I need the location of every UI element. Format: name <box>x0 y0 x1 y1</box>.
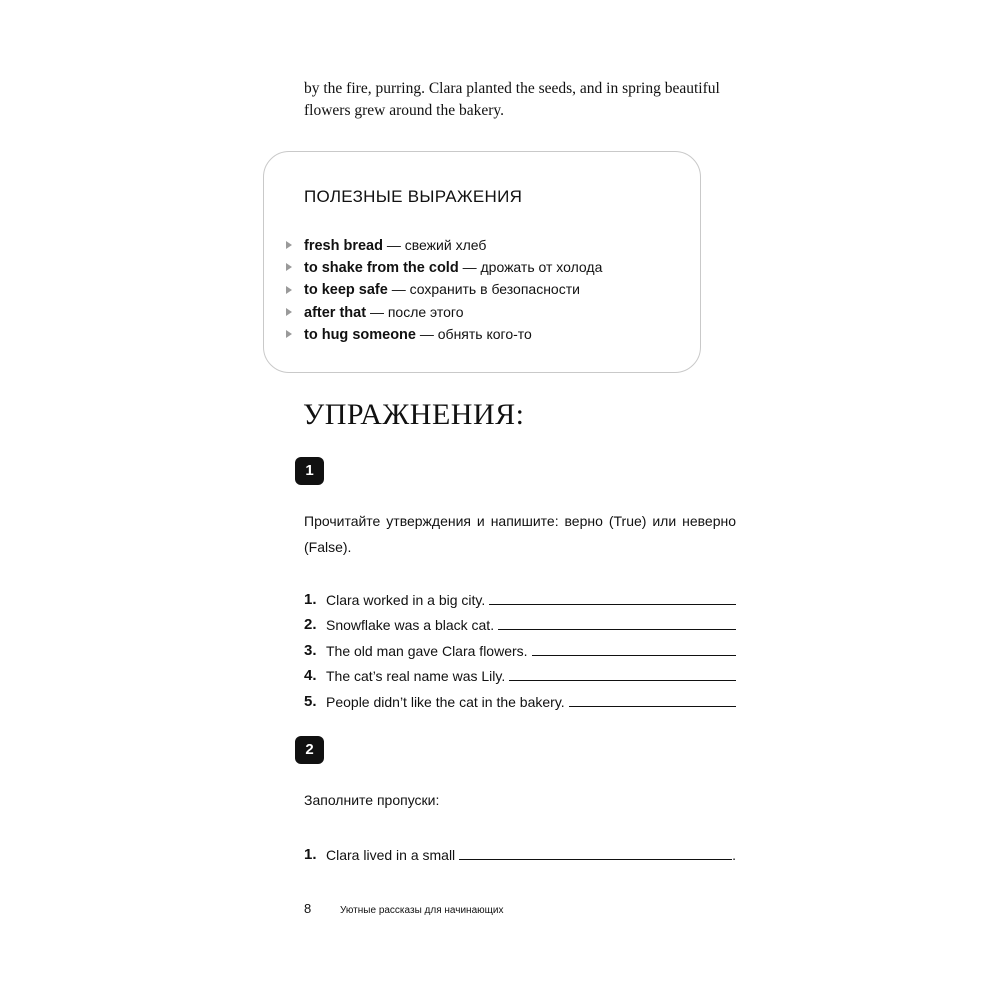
exercises-heading: УПРАЖНЕНИЯ: <box>303 398 525 431</box>
phrase-term: to hug someone <box>304 326 416 343</box>
phrase-translation: — после этого <box>369 303 464 320</box>
phrase-term: fresh bread <box>304 238 383 254</box>
page-number: 8 <box>304 901 312 916</box>
phrase-translation: — дрожать от холода <box>462 259 603 276</box>
useful-phrases-list <box>286 234 602 345</box>
triangle-bullet-icon <box>286 308 292 316</box>
answer-blank-line[interactable] <box>459 859 732 860</box>
phrase-item <box>286 234 602 256</box>
item-number: 2. <box>304 616 317 633</box>
triangle-bullet-icon <box>286 241 292 249</box>
answer-blank-line[interactable] <box>509 680 736 681</box>
exercise-1-item <box>304 582 736 608</box>
answer-blank-line[interactable] <box>532 655 736 656</box>
phrase-item <box>286 256 602 278</box>
sentence-end-period: . <box>732 846 736 863</box>
item-number: 5. <box>304 692 317 710</box>
item-number: 3. <box>304 641 317 659</box>
item-statement: Clara worked in a big city. <box>326 591 486 608</box>
intro-paragraph: by the fire, purring. Clara planted the seeds, and in spring beautiful flowers grew around the bakery. <box>304 80 720 119</box>
exercise-1-number-badge: 1 <box>295 457 324 485</box>
exercise-2-item <box>304 837 736 863</box>
exercise-1-list <box>304 582 736 710</box>
book-title: Уютные рассказы для начинающих <box>340 905 504 916</box>
item-number: 4. <box>304 667 317 684</box>
exercise-2-instruction: Заполните пропуски: <box>304 792 440 808</box>
item-statement: Snowflake was a black cat. <box>326 617 495 633</box>
item-statement: The cat’s real name was Lily. <box>326 668 506 684</box>
phrase-term: to shake from the cold <box>304 260 459 277</box>
item-statement: The old man gave Clara flowers. <box>326 642 528 659</box>
exercise-2-list <box>304 837 736 863</box>
item-statement: People didn’t like the cat in the bakery. <box>326 693 565 710</box>
item-statement: Clara lived in a small <box>326 846 456 863</box>
phrase-item <box>286 323 602 345</box>
phrase-translation: — сохранить в безопасности <box>391 281 580 298</box>
exercise-1-item <box>304 633 736 659</box>
phrase-translation: — обнять кого-то <box>419 325 532 342</box>
exercise-1-item <box>304 684 736 710</box>
phrase-item <box>286 301 602 323</box>
exercise-1-item <box>304 659 736 685</box>
phrase-term: after that <box>304 304 367 321</box>
phrase-translation: — свежий хлеб <box>386 237 487 253</box>
page-footer <box>304 901 503 916</box>
exercise-1-item <box>304 608 736 634</box>
answer-blank-line[interactable] <box>489 604 736 605</box>
answer-blank-line[interactable] <box>569 706 736 707</box>
item-number: 1. <box>304 845 317 863</box>
exercise-1-instruction: Прочитайте утверждения и напишите: верно (True) или неверно (False). <box>304 513 736 555</box>
useful-phrases-title: ПОЛЕЗНЫЕ ВЫРАЖЕНИЯ <box>304 187 523 206</box>
exercise-2-number-badge: 2 <box>295 736 324 764</box>
triangle-bullet-icon <box>286 286 292 294</box>
phrase-term: to keep safe <box>304 282 388 299</box>
triangle-bullet-icon <box>286 330 292 338</box>
answer-blank-line[interactable] <box>498 629 736 630</box>
item-number: 1. <box>304 590 317 608</box>
triangle-bullet-icon <box>286 263 292 271</box>
phrase-item <box>286 278 602 300</box>
